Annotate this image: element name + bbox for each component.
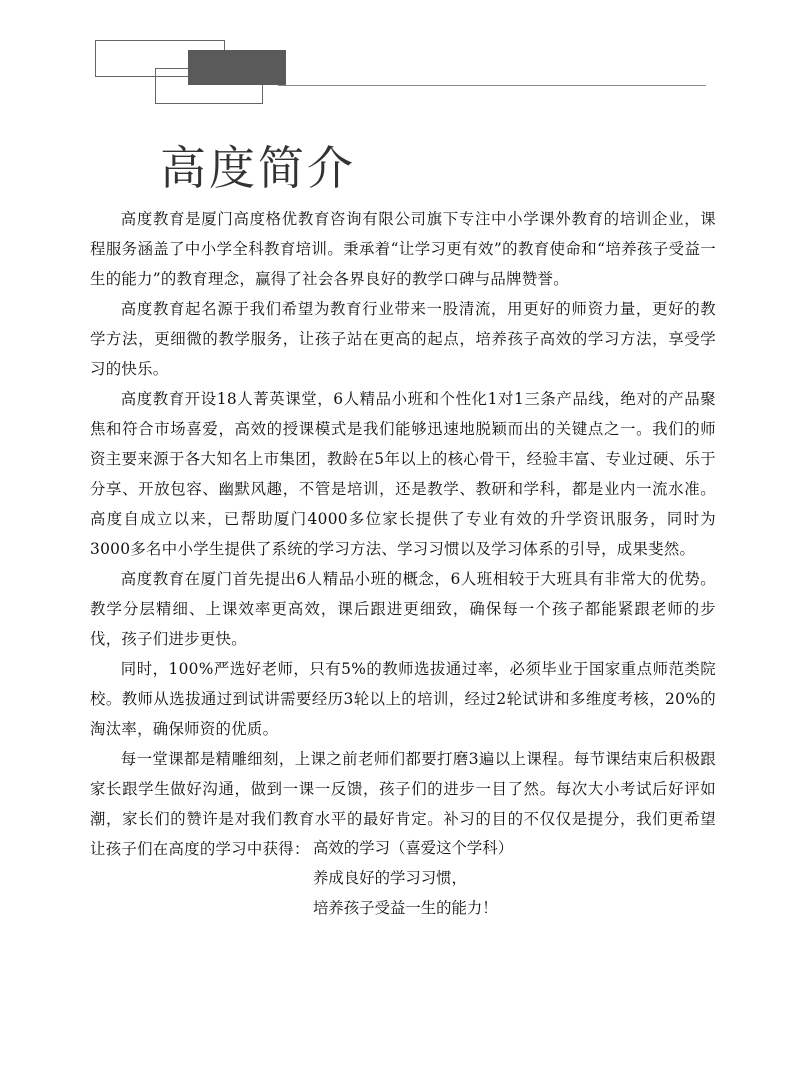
decorative-dark-bar bbox=[188, 50, 286, 85]
page-title: 高度简介 bbox=[160, 141, 356, 195]
paragraph: 同时，100%严选好老师，只有5%的教师选拔通过率，必须毕业于国家重点师范类院校。教师从选拔通过到试讲需要经历3轮以上的培训，经过2轮试讲和多维度考核，20%的淘汰率，确保师资的优质。 bbox=[90, 660, 716, 738]
intro-body bbox=[90, 204, 716, 868]
paragraph: 高度教育是厦门高度格优教育咨询有限公司旗下专注中小学课外教育的培训企业，课程服务涵盖了中小学全科教育培训。秉承着“让学习更有效”的教育使命和“培养孩子受益一生的能力”的教育理念，赢得了社会各界良好的教学口碑与品牌赞誉。 bbox=[90, 210, 716, 288]
paragraph: 每一堂课都是精雕细刻，上课之前老师们都要打磨3遍以上课程。每节课结束后积极跟家长跟学生做好沟通，做到一课一反馈，孩子们的进步一目了然。每次大小考试后好评如潮，家长们的赞许是对我们教育水平的最好肯定。补习的目的不仅仅是提分，我们更希望让孩子们在高度的学习中获得： bbox=[90, 750, 716, 858]
closing-line: 养成良好的学习习惯， bbox=[313, 869, 467, 887]
closing-line: 培养孩子受益一生的能力！ bbox=[313, 899, 498, 917]
closing-list bbox=[313, 833, 513, 923]
paragraph: 高度教育开设18人菁英课堂，6人精品小班和个性化1对1三条产品线，绝对的产品聚焦和符合市场喜爱，高效的授课模式是我们能够迅速地脱颖而出的关键点之一。我们的师资主要来源于各大知名上市集团，教龄在5年以上的核心骨干，经验丰富、专业过硬、乐于分享、开放包容、幽默风趣，不管是培训，还是教学、教研和学科，都是业内一流水准。高度自成立以来，已帮助厦门4000多位家长提供了专业有效的升学资讯服务，同时为3000多名中小学生提供了系统的学习方法、学习习惯以及学习体系的引导，成果斐然。 bbox=[90, 390, 716, 558]
paragraph: 高度教育起名源于我们希望为教育行业带来一股清流，用更好的师资力量，更好的教学方法，更细微的教学服务，让孩子站在更高的起点，培养孩子高效的学习方法，享受学习的快乐。 bbox=[90, 300, 716, 378]
paragraph: 高度教育在厦门首先提出6人精品小班的概念，6人班相较于大班具有非常大的优势。教学分层精细、上课效率更高效，课后跟进更细致，确保每一个孩子都能紧跟老师的步伐，孩子们进步更快。 bbox=[90, 570, 716, 648]
header-rule bbox=[278, 85, 706, 86]
closing-line: 高效的学习（喜爱这个学科） bbox=[313, 839, 514, 857]
